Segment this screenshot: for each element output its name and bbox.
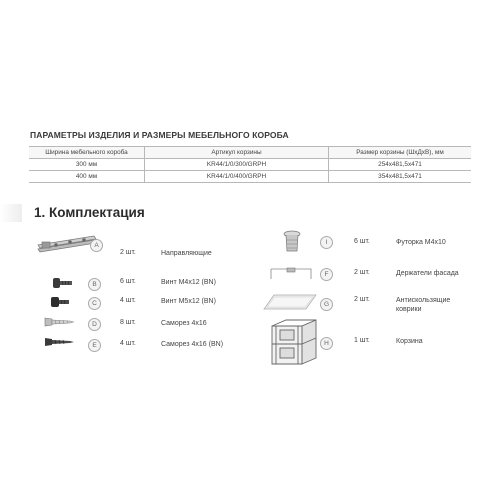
table-cell: KR44/1/0/300/GRPH: [145, 159, 329, 171]
item-name: Футорка М4х10: [396, 239, 446, 246]
table-cell: 354x481,5x471: [329, 171, 472, 183]
item-name: Саморез 4х16 (BN): [161, 341, 224, 348]
item-letter-badge: H: [320, 337, 333, 350]
item-name: Винт М4х12 (BN): [161, 279, 216, 286]
self-tapping-screw-icon: [42, 315, 76, 329]
item-qty: 6 шт.: [120, 278, 136, 285]
item-name: Винт М5х12 (BN): [161, 298, 216, 305]
item-letter-badge: G: [320, 298, 333, 311]
item-name: Держатели фасада: [396, 270, 459, 277]
item-letter-badge: B: [88, 278, 101, 291]
item-qty: 2 шт.: [354, 269, 370, 276]
item-name: Антискользящие коврики: [396, 297, 451, 313]
table-header: Размер корзины (ШхДхВ), мм: [329, 147, 472, 159]
section-title: 1. Комплектация: [34, 205, 145, 220]
item-letter-badge: A: [90, 239, 103, 252]
table-header: Артикул корзины: [145, 147, 329, 159]
table-cell: KR44/1/0/400/GRPH: [145, 171, 329, 183]
anti-slip-mat-icon: [262, 292, 318, 312]
table-cell: 254x481,5x471: [329, 159, 472, 171]
item-name: Корзина: [396, 338, 423, 345]
item-letter-badge: C: [88, 297, 101, 310]
item-letter-badge: E: [88, 339, 101, 352]
item-name: Саморез 4х16: [161, 320, 207, 327]
rail-icon: [36, 233, 98, 255]
parameters-table: [29, 146, 471, 183]
item-qty: 8 шт.: [120, 319, 136, 326]
basket-icon: [266, 316, 322, 368]
item-name: Направляющие: [161, 250, 212, 257]
table-cell: 300 мм: [29, 159, 145, 171]
item-qty: 2 шт.: [354, 296, 370, 303]
item-qty: 4 шт.: [120, 340, 136, 347]
table-title: ПАРАМЕТРЫ ИЗДЕЛИЯ И РАЗМЕРЫ МЕБЕЛЬНОГО КОРОБА: [30, 130, 289, 140]
item-qty: 2 шт.: [120, 249, 136, 256]
table-header: Ширина мебельного короба: [29, 147, 145, 159]
insert-nut-icon: [282, 229, 302, 255]
table-row: [29, 171, 471, 183]
table-cell: 400 мм: [29, 171, 145, 183]
screw-icon: [52, 275, 74, 291]
item-qty: 4 шт.: [120, 297, 136, 304]
item-letter-badge: I: [320, 236, 333, 249]
item-qty: 6 шт.: [354, 238, 370, 245]
item-letter-badge: D: [88, 318, 101, 331]
item-qty: 1 шт.: [354, 337, 370, 344]
table-row: [29, 159, 471, 171]
section-accent: [0, 204, 22, 222]
table-header-row: [29, 147, 471, 159]
facade-holder-icon: [268, 265, 314, 283]
screw-icon: [50, 294, 72, 310]
self-tapping-screw-icon: [42, 335, 76, 349]
item-letter-badge: F: [320, 268, 333, 281]
